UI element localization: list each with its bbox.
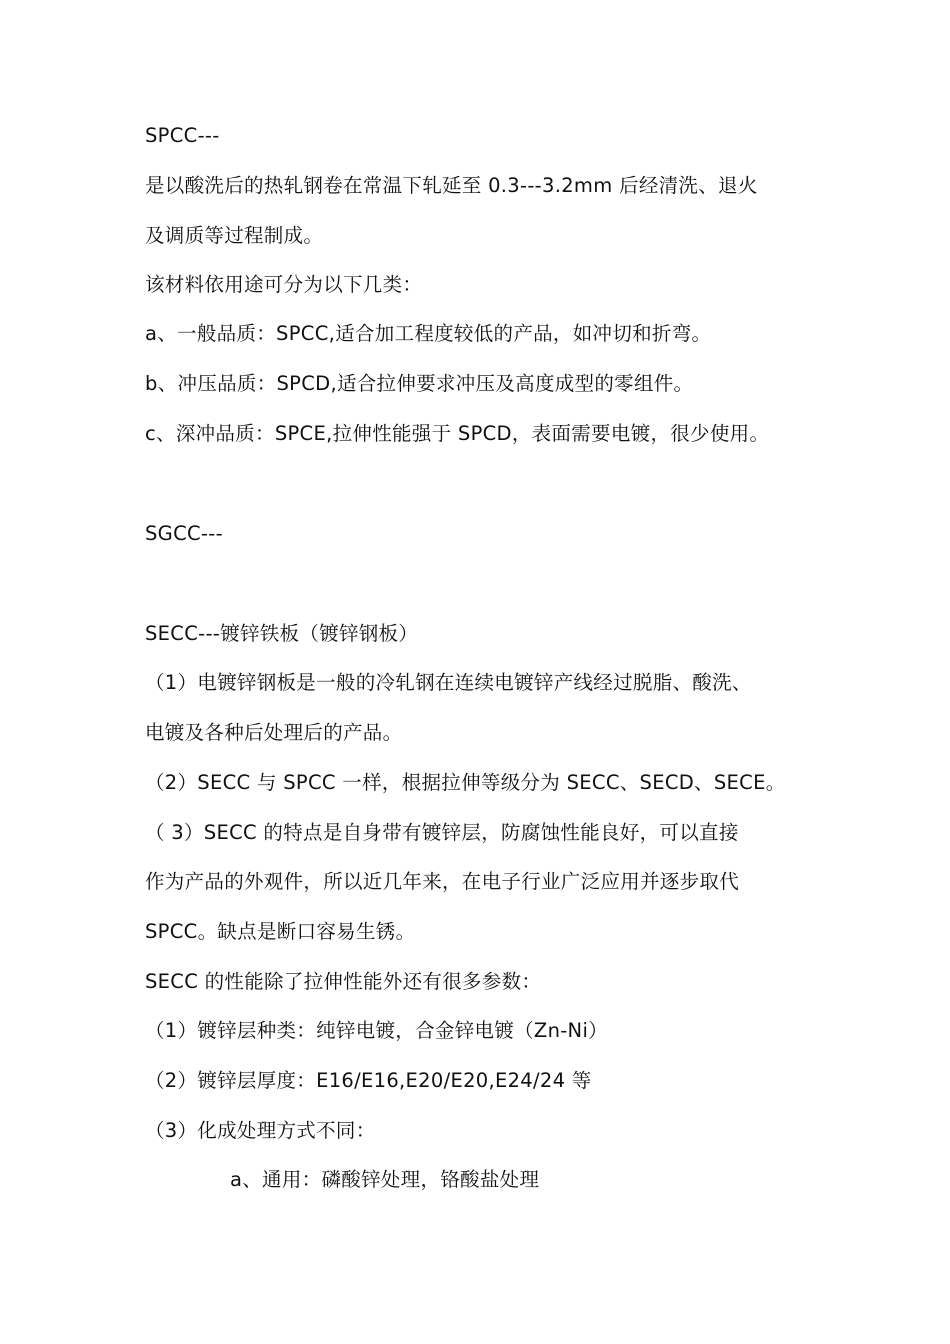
spcc-item-a: a、一般品质：SPCC,适合加工程度较低的产品，如冲切和折弯。	[145, 322, 712, 345]
parameter-3-sub-item-a: a、通用：磷酸锌处理，铬酸盐处理	[230, 1168, 540, 1191]
parameter-1: （1）镀锌层种类：纯锌电镀，合金锌电镀（Zn-Ni）	[145, 1019, 608, 1042]
parameter-2: （2）镀锌层厚度：E16/E16,E20/E20,E24/24 等	[145, 1069, 592, 1092]
spcc-description-line-1: 是以酸洗后的热轧钢卷在常温下轧延至 0.3---3.2mm 后经清洗、退火	[145, 174, 758, 197]
secc-paragraph-3-line-3: SPCC。缺点是断口容易生锈。	[145, 920, 416, 943]
spcc-heading: SPCC---	[145, 124, 220, 147]
secc-paragraph-3-line-1: （ 3）SECC 的特点是自身带有镀锌层，防腐蚀性能良好，可以直接	[145, 821, 739, 844]
spcc-item-c: c、深冲品质：SPCE,拉伸性能强于 SPCD，表面需要电镀，很少使用。	[145, 422, 770, 445]
secc-heading: SECC---镀锌铁板（镀锌钢板）	[145, 622, 419, 645]
secc-paragraph-2: （2）SECC 与 SPCC 一样，根据拉伸等级分为 SECC、SECD、SECE。	[145, 771, 786, 794]
secc-parameters-intro: SECC 的性能除了拉伸性能外还有很多参数：	[145, 970, 542, 993]
sgcc-heading: SGCC---	[145, 522, 223, 545]
secc-paragraph-1-line-2: 电镀及各种后处理后的产品。	[145, 721, 403, 744]
parameter-3: （3）化成处理方式不同：	[145, 1119, 376, 1142]
spcc-item-b: b、冲压品质：SPCD,适合拉伸要求冲压及高度成型的零组件。	[145, 372, 694, 395]
secc-paragraph-3-line-2: 作为产品的外观件，所以近几年来，在电子行业广泛应用并逐步取代	[145, 870, 740, 893]
spcc-classification-intro: 该材料依用途可分为以下几类：	[145, 273, 423, 296]
spcc-description-line-2: 及调质等过程制成。	[145, 224, 324, 247]
secc-paragraph-1-line-1: （1）电镀锌钢板是一般的冷轧钢在连续电镀锌产线经过脱脂、酸洗、	[145, 671, 752, 694]
